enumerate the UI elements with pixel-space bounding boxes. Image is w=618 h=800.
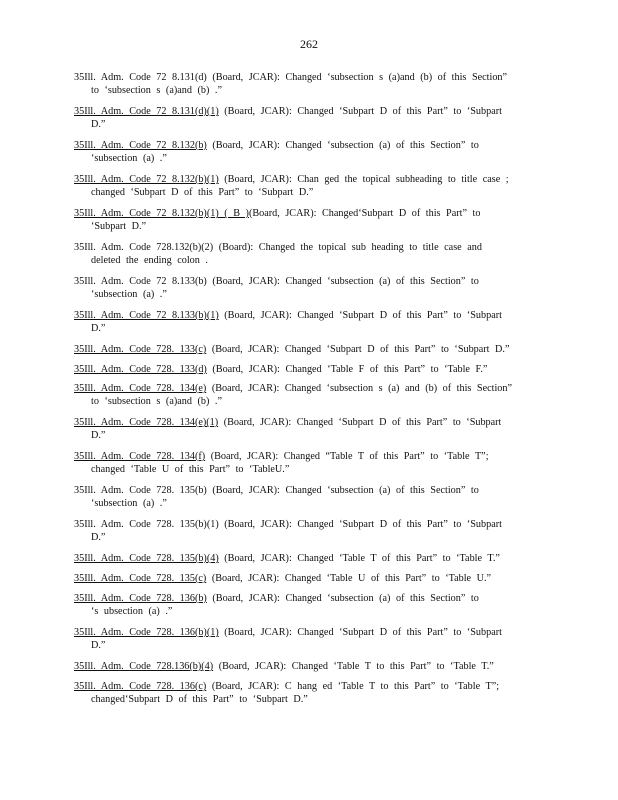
amendment-entry bbox=[74, 363, 487, 376]
change-description: (Board, JCAR): Changed ‘subsection s (a) and (b) of this Section” bbox=[206, 383, 513, 394]
change-description-continuation: D.” bbox=[91, 640, 106, 652]
change-description: (Board, JCAR): C hang ed ‘Table T to this Part” to ‘Table T”; bbox=[206, 681, 500, 692]
amendment-entry bbox=[74, 309, 502, 335]
change-description-continuation: ‘s ubsection (a) .” bbox=[91, 606, 173, 618]
amendment-entry bbox=[74, 173, 509, 199]
change-description: (Board, JCAR): Changed ‘Subpart D of this Part” to ‘Subpart bbox=[218, 106, 502, 117]
page-number: 262 bbox=[300, 37, 318, 51]
change-description: (Board, JCAR): Changed ‘Table U of this Part” to ‘Table U.” bbox=[206, 573, 492, 584]
entry-first-line bbox=[74, 416, 501, 429]
change-description: (Board, JCAR): Changed ‘Subpart D of this Part” to ‘Subpart bbox=[218, 627, 502, 638]
change-description: (Board, JCAR): Chan ged the topical subheading to title case ; bbox=[218, 174, 509, 185]
citation: 35Ill. Adm. Code 728. 133(c) bbox=[74, 344, 207, 355]
entry-first-line bbox=[74, 518, 502, 531]
amendment-entry bbox=[74, 343, 509, 356]
change-description: (Board, JCAR): Changed ‘Table T to this Part” to ‘Table T.” bbox=[213, 661, 494, 672]
change-description-continuation: to ‘subsection s (a)and (b) .” bbox=[91, 396, 222, 408]
change-description: (Board, JCAR): Changed ‘subsection (a) of this Section” to bbox=[206, 485, 479, 496]
citation: 35Ill. Adm. Code 72 8.131(d)(1) bbox=[74, 106, 219, 117]
change-description-continuation: D.” bbox=[91, 430, 106, 442]
change-description-continuation: deleted the ending colon . bbox=[91, 255, 208, 267]
amendment-entry bbox=[74, 572, 491, 585]
citation: 35Ill. Adm. Code 728. 135(b)(4) bbox=[74, 553, 219, 564]
entry-first-line bbox=[74, 71, 507, 84]
change-description-continuation: ‘subsection (a) .” bbox=[91, 153, 167, 165]
amendment-entry bbox=[74, 592, 479, 618]
change-description: (Board, JCAR): Changed ‘Subpart D of this Part” to ‘Subpart bbox=[218, 417, 502, 428]
entry-first-line bbox=[74, 139, 479, 152]
amendment-entry bbox=[74, 484, 479, 510]
change-description: (Board, JCAR): Changed ‘Table F of this Part” to ‘Table F.” bbox=[206, 364, 488, 375]
citation: 35Ill. Adm. Code 72 8.133(b) bbox=[74, 276, 207, 287]
citation: 35Ill. Adm. Code 72 8.132(b)(1) ( B ) bbox=[74, 208, 249, 219]
citation: 35Ill. Adm. Code 728. 135(c) bbox=[74, 573, 207, 584]
amendment-entry bbox=[74, 241, 482, 267]
entry-first-line bbox=[74, 660, 494, 673]
amendment-entry bbox=[74, 450, 489, 476]
change-description: (Board): Changed the topical sub heading to title case and bbox=[213, 242, 482, 253]
amendment-entry bbox=[74, 71, 507, 97]
change-description: (Board, JCAR): Changed ‘Table T of this Part” to ‘Table T.” bbox=[218, 553, 500, 564]
amendment-entry bbox=[74, 275, 479, 301]
amendment-entry bbox=[74, 416, 501, 442]
citation: 35Ill. Adm. Code 728. 133(d) bbox=[74, 364, 207, 375]
citation: 35Ill. Adm. Code 72 8.132(b) bbox=[74, 140, 207, 151]
entry-first-line bbox=[74, 484, 479, 497]
change-description-continuation: changed ‘Subpart D of this Part” to ‘Subpart D.” bbox=[91, 187, 314, 199]
change-description-continuation: ‘subsection (a) .” bbox=[91, 498, 167, 510]
change-description: (Board, JCAR): Changed “Table T of this Part” to ‘Table T”; bbox=[205, 451, 489, 462]
entry-first-line bbox=[74, 105, 502, 118]
entry-first-line bbox=[74, 309, 502, 322]
amendment-entry bbox=[74, 139, 479, 165]
entry-first-line bbox=[74, 592, 479, 605]
citation: 35Ill. Adm. Code 728.136(b)(4) bbox=[74, 661, 214, 672]
citation: 35Ill. Adm. Code 72 8.132(b)(1) bbox=[74, 174, 219, 185]
citation: 35Ill. Adm. Code 728. 136(b) bbox=[74, 593, 207, 604]
change-description-continuation: ‘Subpart D.” bbox=[91, 221, 147, 233]
citation: 35Ill. Adm. Code 728.132(b)(2) bbox=[74, 242, 214, 253]
citation: 35Ill. Adm. Code 728. 135(b) bbox=[74, 485, 207, 496]
amendment-entry bbox=[74, 518, 502, 544]
change-description-continuation: D.” bbox=[91, 532, 106, 544]
amendment-entry bbox=[74, 382, 512, 408]
citation: 35Ill. Adm. Code 72 8.131(d) bbox=[74, 72, 207, 83]
change-description: (Board, JCAR): Changed ‘subsection (a) of this Section” to bbox=[206, 593, 479, 604]
change-description: (Board, JCAR): Changed ‘Subpart D of this Part” to ‘Subpart bbox=[218, 310, 502, 321]
amendment-entry bbox=[74, 105, 502, 131]
citation: 35Ill. Adm. Code 728. 136(c) bbox=[74, 681, 207, 692]
change-description: (Board, JCAR): Changed ‘Subpart D of this Part” to ‘Subpart D.” bbox=[206, 344, 510, 355]
citation: 35Ill. Adm. Code 728. 134(f) bbox=[74, 451, 206, 462]
amendment-entry bbox=[74, 660, 494, 673]
change-description-continuation: ‘subsection (a) .” bbox=[91, 289, 167, 301]
citation: 35Ill. Adm. Code 728. 134(e)(1) bbox=[74, 417, 219, 428]
entry-first-line bbox=[74, 626, 502, 639]
change-description: (Board, JCAR): Changed ‘Subpart D of this Part” to ‘Subpart bbox=[218, 519, 502, 530]
entry-first-line bbox=[74, 572, 491, 585]
citation: 35Ill. Adm. Code 72 8.133(b)(1) bbox=[74, 310, 219, 321]
amendment-entry bbox=[74, 680, 499, 706]
change-description-continuation: D.” bbox=[91, 119, 106, 131]
citation: 35Ill. Adm. Code 728. 136(b)(1) bbox=[74, 627, 219, 638]
change-description-continuation: changed‘Subpart D of this Part” to ‘Subpart D.” bbox=[91, 694, 308, 706]
amendment-entry bbox=[74, 552, 500, 565]
citation: 35Ill. Adm. Code 728. 135(b)(1) bbox=[74, 519, 219, 530]
entry-first-line bbox=[74, 680, 499, 693]
change-description-continuation: to ‘subsection s (a)and (b) .” bbox=[91, 85, 222, 97]
entry-first-line bbox=[74, 450, 489, 463]
change-description: (Board, JCAR): Changed ‘subsection s (a)and (b) of this Section” bbox=[206, 72, 508, 83]
entry-first-line bbox=[74, 343, 509, 356]
change-description: (Board, JCAR): Changed ‘subsection (a) of this Section” to bbox=[206, 140, 479, 151]
entry-first-line bbox=[74, 275, 479, 288]
citation: 35Ill. Adm. Code 728. 134(e) bbox=[74, 383, 207, 394]
change-description-continuation: changed ‘Table U of this Part” to ‘TableU.” bbox=[91, 464, 290, 476]
entry-first-line bbox=[74, 207, 480, 220]
entry-first-line bbox=[74, 173, 509, 186]
change-description: (Board, JCAR): Changed‘Subpart D of this Part” to bbox=[248, 208, 481, 219]
change-description-continuation: D.” bbox=[91, 323, 106, 335]
amendment-entry bbox=[74, 207, 480, 233]
entry-first-line bbox=[74, 363, 487, 376]
change-description: (Board, JCAR): Changed ‘subsection (a) of this Section” to bbox=[206, 276, 479, 287]
entry-first-line bbox=[74, 552, 500, 565]
amendment-entry bbox=[74, 626, 502, 652]
entry-first-line bbox=[74, 241, 482, 254]
entry-first-line bbox=[74, 382, 512, 395]
